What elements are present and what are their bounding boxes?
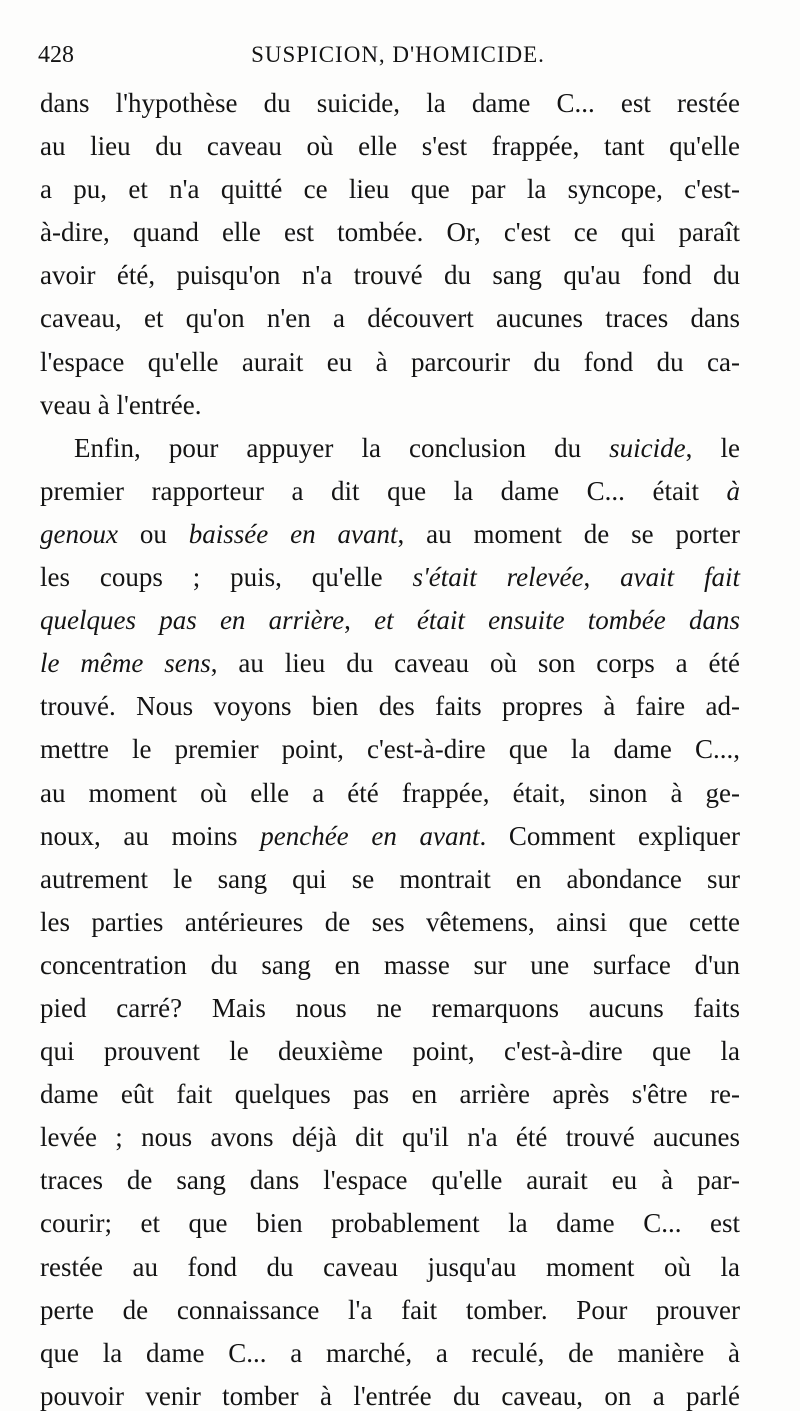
text-line: pied carré? Mais nous ne remarquons aucuns faits: [40, 992, 740, 1023]
text-line: [40, 642, 740, 685]
text-span: Enfin, pour appuyer la conclusion du: [74, 432, 610, 463]
text-span: ,: [583, 562, 621, 593]
text-line: qui prouvent le deuxième point, c'est-à-dire que la: [40, 1036, 740, 1067]
text-span: , le: [685, 432, 740, 463]
text-line: les parties antérieures de ses vêtemens, ainsi que cette: [40, 906, 740, 937]
text-line: au lieu du caveau où elle s'est frappée, tant qu'elle: [40, 131, 740, 162]
text-line: à-dire, quand elle est tombée. Or, c'est ce qui paraît: [40, 217, 740, 248]
italic-span: s'était relevée: [412, 562, 584, 593]
body-text: [40, 82, 740, 1418]
text-span: noux, au moins: [40, 820, 261, 851]
text-line: restée au fond du caveau jusqu'au moment où la: [40, 1251, 740, 1282]
text-line: [40, 815, 740, 858]
text-line: que la dame C... a marché, a reculé, de manière à: [40, 1337, 740, 1368]
page-number: 428: [38, 42, 74, 68]
text-line: avoir été, puisqu'on n'a trouvé du sang qu'au fond du: [40, 260, 740, 291]
text-line: [40, 599, 740, 642]
italic-span: et était ensuite tombée dans: [374, 605, 740, 636]
text-line: au moment où elle a été frappée, était, sinon à ge-: [40, 777, 740, 808]
italic-span: le même sens: [40, 648, 211, 679]
italic-span: penchée en avant: [260, 820, 480, 851]
text-span: , au moment de se porter: [397, 518, 741, 549]
text-line: dans l'hypothèse du suicide, la dame C... est restée: [40, 88, 740, 118]
text-line: courir; et que bien probablement la dame C... est: [40, 1208, 740, 1239]
text-line: caveau, et qu'on n'en a découvert aucunes traces dans: [40, 303, 740, 334]
text-line: autrement le sang qui se montrait en abondance sur: [40, 863, 740, 894]
text-line: dame eût fait quelques pas en arrière après s'être re-: [40, 1079, 740, 1110]
text-line: [40, 513, 740, 556]
italic-span: suicide: [609, 432, 686, 463]
text-line: traces de sang dans l'espace qu'elle aurait eu à par-: [40, 1165, 740, 1196]
text-span: premier rapporteur a dit que la dame C... était: [40, 475, 727, 506]
text-line: l'espace qu'elle aurait eu à parcourir du fond du ca-: [40, 346, 740, 377]
italic-span: baissée en avant: [188, 518, 398, 549]
italic-span: genoux: [40, 518, 118, 549]
text-line: perte de connaissance l'a fait tomber. Pour prouver: [40, 1294, 740, 1325]
text-line: pouvoir venir tomber à l'entrée du caveau, on a parlé: [40, 1380, 740, 1411]
text-line: [40, 470, 740, 513]
text-line: mettre le premier point, c'est-à-dire que la dame C...,: [40, 734, 740, 765]
italic-span: quelques pas en arrière: [40, 605, 345, 636]
text-line: levée ; nous avons déjà dit qu'il n'a été trouvé aucunes: [40, 1122, 740, 1153]
text-line: a pu, et n'a quitté ce lieu que par la syncope, c'est-: [40, 174, 740, 205]
text-span: . Comment expliquer: [479, 820, 740, 851]
text-span: , au lieu du caveau où son corps a été: [210, 648, 740, 679]
text-line: [40, 427, 740, 470]
page-header: [38, 42, 758, 78]
text-line: trouvé. Nous voyons bien des faits propres à faire ad-: [40, 691, 740, 722]
text-span: ou: [117, 518, 189, 549]
italic-span: avait fait: [620, 562, 741, 593]
text-span: les coups ; puis, qu'elle: [40, 562, 413, 593]
italic-span: à: [726, 475, 740, 506]
text-span: ,: [344, 605, 375, 636]
text-line: concentration du sang en masse sur une surface d'un: [40, 949, 740, 980]
text-line: veau à l'entrée.: [40, 389, 202, 420]
text-line: [40, 556, 740, 599]
running-head: SUSPICION, D'HOMICIDE.: [251, 42, 545, 67]
